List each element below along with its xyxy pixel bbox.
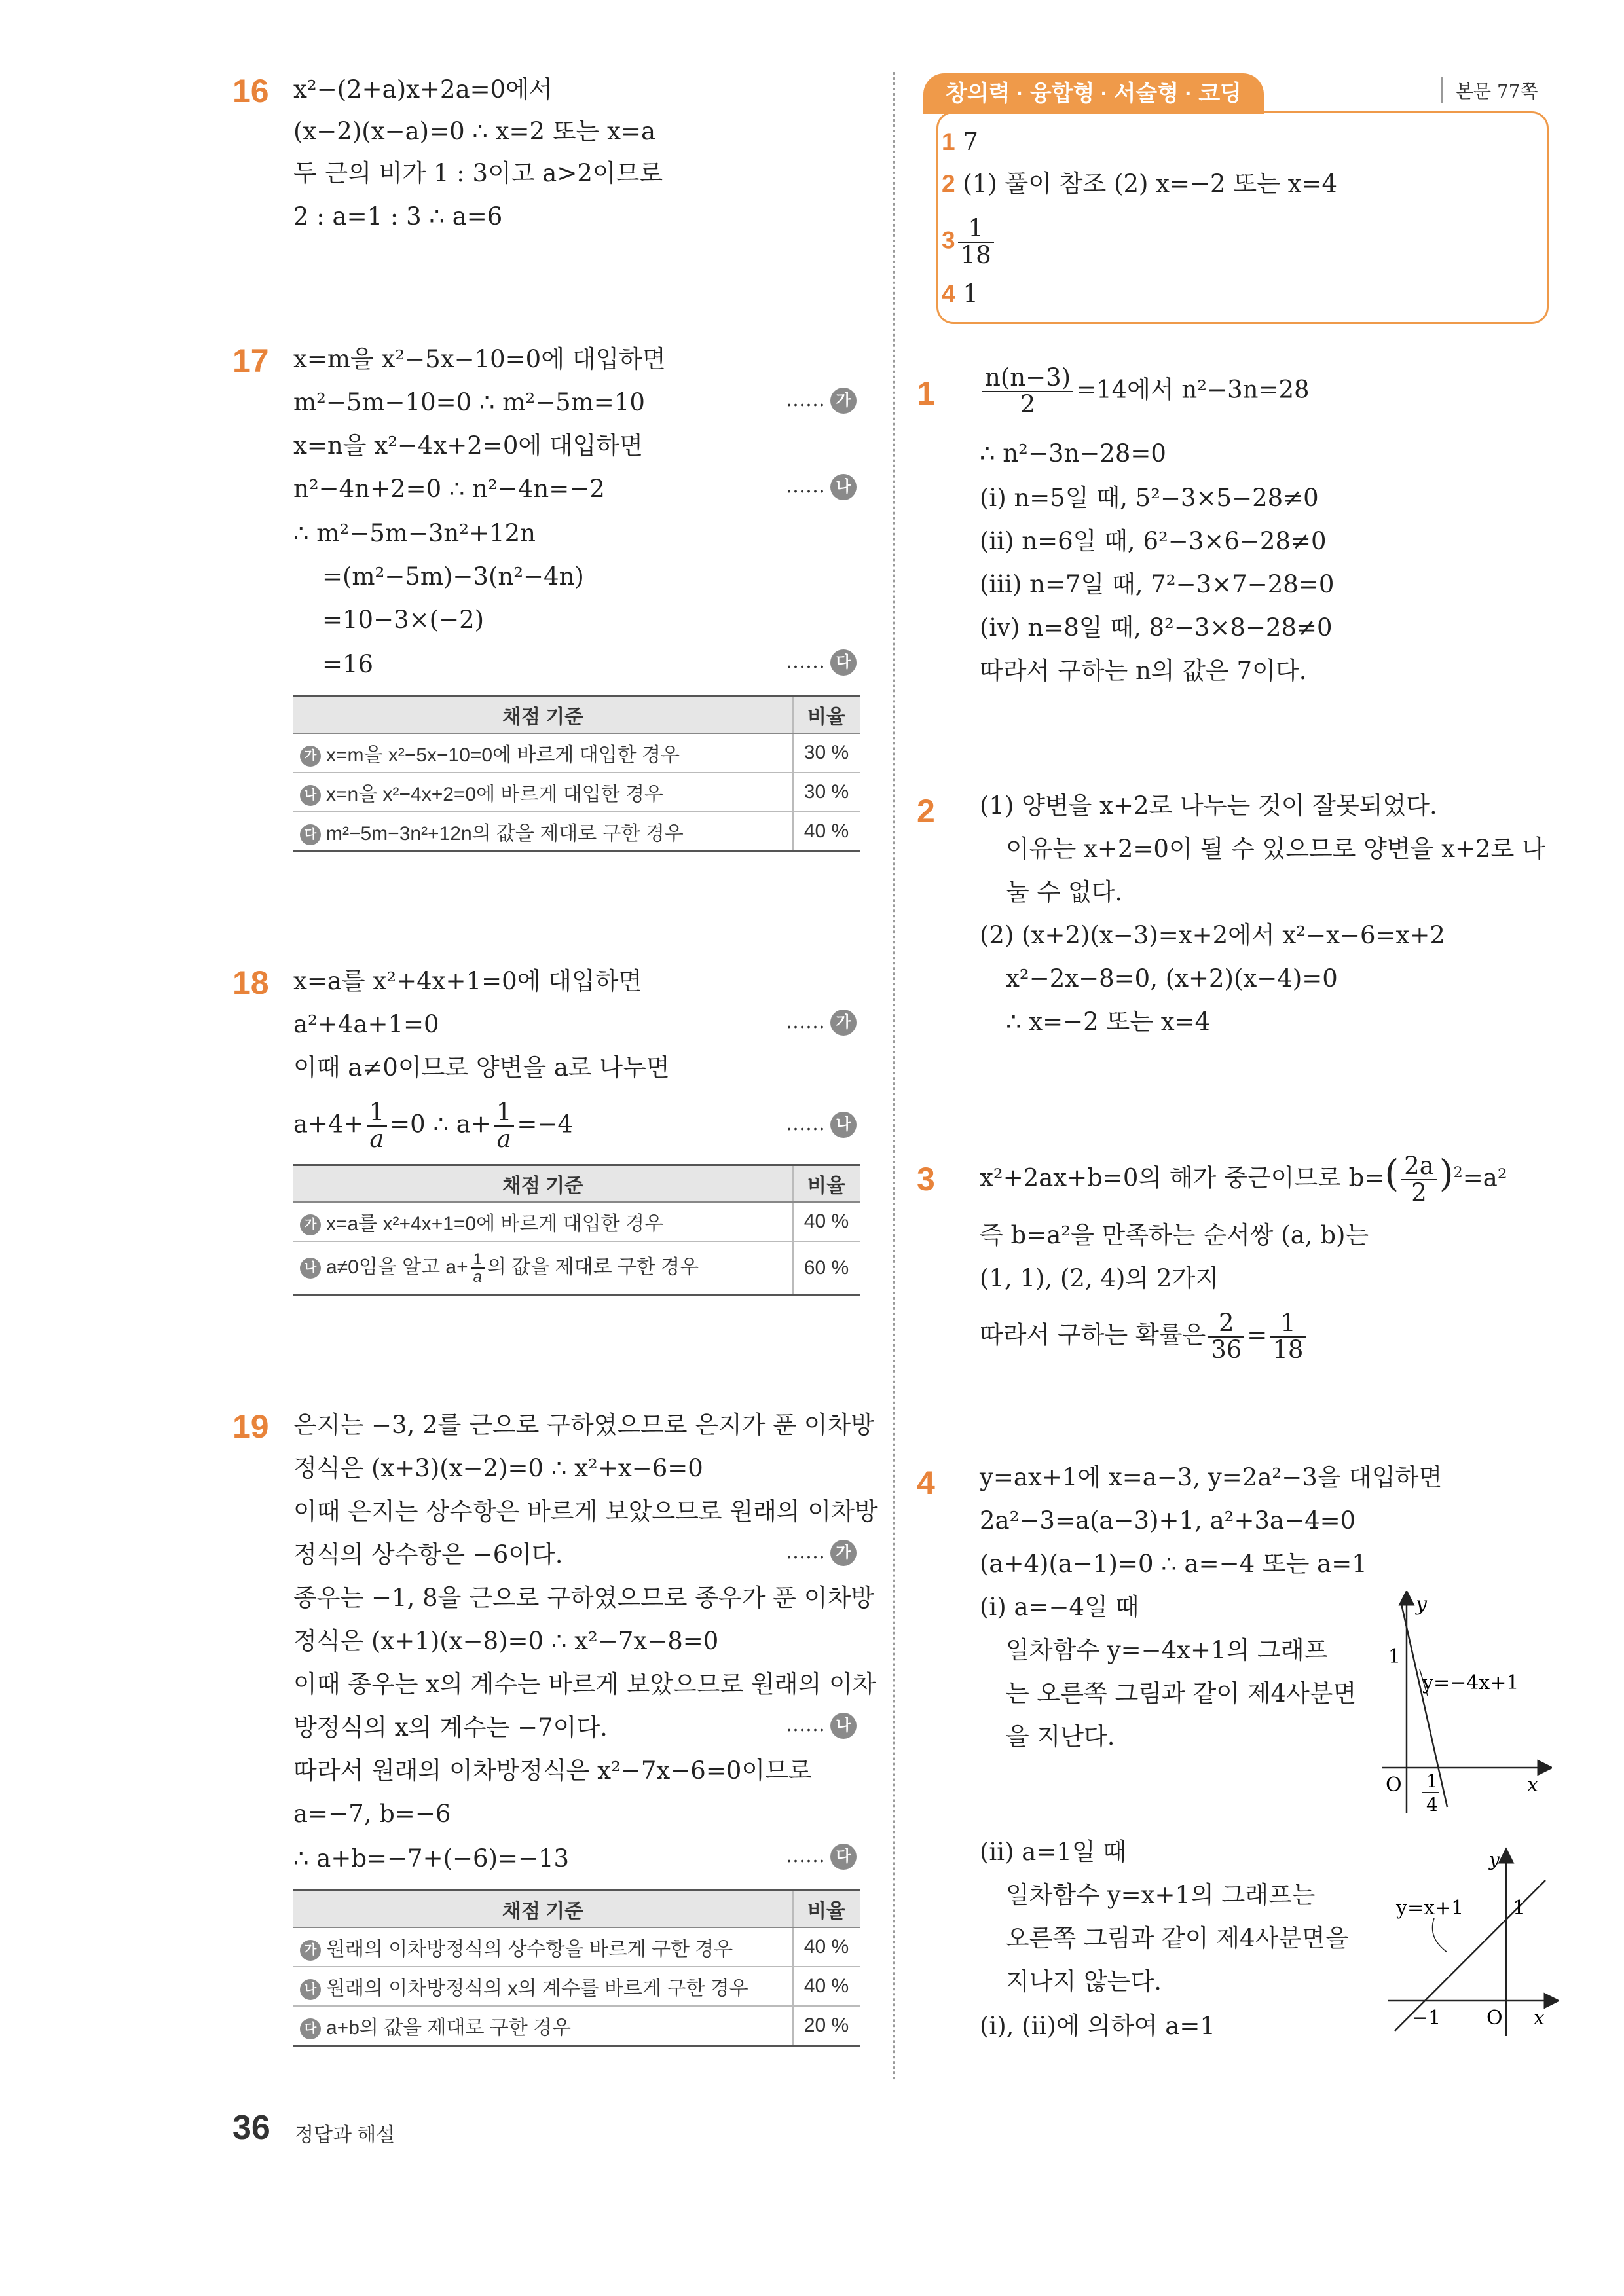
p19-line-11: ∴ a+b=−7+(−6)=−13 [293, 1844, 570, 1872]
x-intercept-numerator: 1 [1426, 1770, 1438, 1792]
p19-line-5: 종우는 −1, 8을 근으로 구하였으므로 종우가 푼 이차방 [293, 1584, 875, 1612]
y-axis-label: y [1489, 1849, 1500, 1870]
p17-line-4: n²−4n+2=0 ∴ n²−4n=−2 [293, 475, 605, 503]
p19-line-10: a=−7, b=−6 [293, 1800, 451, 1828]
fraction: $\frac{1}{18}$ [1270, 1311, 1306, 1363]
y-intercept-label: 1 [1513, 1897, 1526, 1920]
r2-line-1: (1) 양변을 x+2로 나누는 것이 잘못되었다. [980, 792, 1437, 820]
section-banner: 창의력 · 융합형 · 서술형 · 코딩 [923, 73, 1264, 114]
p17-line-8: =16 [322, 650, 374, 678]
r3-line-2: 즉 b=a²을 만족하는 순서쌍 (a, b)는 [980, 1221, 1369, 1249]
answer-3: 3 $\frac{1}{18}$ [942, 216, 997, 268]
fraction: $\frac{1}{18}$ [958, 216, 994, 268]
fraction: $\frac{n(n-3)}{2}$ [982, 365, 1073, 418]
p19-marker-na: …… 나 [786, 1713, 857, 1739]
p16-line-1: x²−(2+a)x+2a=0에서 [293, 75, 553, 103]
x-axis-label: x [1534, 2007, 1545, 2030]
p19-line-6: 정식은 (x+1)(x−8)=0 ∴ x²−7x−8=0 [293, 1627, 719, 1655]
p17-marker-na: …… 나 [786, 474, 857, 500]
origin-label: O [1386, 1774, 1402, 1796]
x-intercept-label: −1 [1412, 2007, 1441, 2030]
p19-line-8: 방정식의 x의 계수는 −7이다. [293, 1713, 608, 1741]
r1-line-1: $\frac{n(n-3)}{2}$ =14에서 n²−3n=28 [980, 365, 1310, 418]
r2-line-2: 이유는 x+2=0이 될 수 있으므로 양변을 x+2로 나 [1006, 835, 1545, 863]
r1-line-5: (ⅲ) n=7일 때, 7²−3×7−28=0 [980, 570, 1335, 598]
r4-line-2: 2a²−3=a(a−3)+1, a²+3a−4=0 [980, 1506, 1356, 1535]
table-row: 나 a≠0임을 알고 a+ $\frac{1}{a}$ 의 값을 제대로 구한 경우 60 % [293, 1241, 860, 1296]
problem-number-r4: 4 [917, 1465, 935, 1501]
y-intercept-label: 1 [1388, 1645, 1401, 1668]
table-header-criteria: 채점 기준 [293, 1165, 793, 1203]
origin-label: O [1486, 2007, 1503, 2030]
r2-line-3: 눌 수 없다. [1006, 878, 1123, 906]
badge-da: 다 [300, 824, 321, 845]
r4-line-6: 는 오른쪽 그림과 같이 제4사분면 [1006, 1679, 1357, 1707]
problem-number-18: 18 [232, 964, 269, 1001]
p18-marker-ga: …… 가 [786, 1010, 857, 1036]
r4-line-4: (ⅰ) a=−4일 때 [980, 1593, 1139, 1621]
table-row: 가 원래의 이차방정식의 상수항을 바르게 구한 경우 40 % [293, 1927, 860, 1967]
badge-da: 다 [300, 2018, 321, 2039]
p17-line-2: m²−5m−10=0 ∴ m²−5m=10 [293, 388, 645, 416]
p18-marker-na: …… 나 [786, 1112, 857, 1138]
p17-line-5: ∴ m²−5m−3n²+12n [293, 519, 536, 547]
p19-line-2: 정식은 (x+3)(x−2)=0 ∴ x²+x−6=0 [293, 1454, 703, 1482]
p18-line-3: 이때 a≠0이므로 양변을 a로 나누면 [293, 1053, 670, 1082]
table-row: 가 x=a를 x²+4x+1=0에 바르게 대입한 경우 40 % [293, 1202, 860, 1241]
badge-na: 나 [300, 785, 321, 806]
r1-line-3: (ⅰ) n=5일 때, 5²−3×5−28≠0 [980, 484, 1319, 512]
badge-na: 나 [830, 1112, 857, 1138]
r4-line-12: (ⅰ), (ⅱ)에 의하여 a=1 [980, 2012, 1215, 2040]
badge-da: 다 [830, 649, 857, 676]
p19-line-9: 따라서 원래의 이차방정식은 x²−7x−6=0이므로 [293, 1757, 812, 1785]
p17-marker-ga: …… 가 [786, 388, 857, 414]
p16-line-3: 두 근의 비가 1 : 3이고 a>2이므로 [293, 159, 663, 187]
graph-line [1401, 1604, 1447, 1807]
badge-ga: 가 [300, 1940, 321, 1961]
p18-criteria-table [293, 1164, 860, 1296]
badge-na: 나 [830, 474, 857, 500]
table-header-ratio: 비율 [793, 1165, 860, 1203]
p17-line-6: =(m²−5m)−3(n²−4n) [322, 562, 584, 591]
p18-line-4: a+4+ $\frac{1}{a}$ =0 ∴ a+ $\frac{1}{a}$ =−4 [293, 1098, 573, 1153]
badge-ga: 가 [300, 746, 321, 767]
problem-number-17: 17 [232, 342, 269, 379]
fraction: $\frac{1}{a}$ [367, 1100, 388, 1152]
p17-criteria-table [293, 695, 860, 852]
r1-line-7: 따라서 구하는 n의 값은 7이다. [980, 657, 1307, 685]
badge-na: 나 [300, 1258, 321, 1279]
table-row: 나 원래의 이차방정식의 x의 계수를 바르게 구한 경우 40 % [293, 1967, 860, 2006]
r1-line-2: ∴ n²−3n−28=0 [980, 439, 1166, 467]
table-header-ratio: 비율 [793, 697, 860, 734]
p18-line-2: a²+4a+1=0 [293, 1010, 439, 1038]
p19-line-3: 이때 은지는 상수항은 바르게 보았으므로 원래의 이차방 [293, 1497, 878, 1525]
p19-marker-da: …… 다 [786, 1844, 857, 1870]
table-header-criteria: 채점 기준 [293, 1891, 793, 1928]
badge-ga: 가 [830, 388, 857, 414]
badge-ga: 가 [830, 1010, 857, 1036]
graph-y-eq-x-plus1 [1382, 1846, 1559, 2043]
graph-y-eq-minus4x-plus1 [1375, 1591, 1552, 1820]
table-row: 가 x=m을 x²−5x−10=0에 바르게 대입한 경우 30 % [293, 733, 860, 773]
page-reference: 본문 77쪽 [1441, 77, 1538, 103]
p17-line-3: x=n을 x²−4x+2=0에 대입하면 [293, 431, 643, 460]
p16-line-2: (x−2)(x−a)=0 ∴ x=2 또는 x=a [293, 117, 656, 145]
r4-line-10: 오른쪽 그림과 같이 제4사분면을 [1006, 1924, 1349, 1952]
badge-na: 나 [830, 1713, 857, 1739]
r3-line-1: x²+2ax+b=0의 해가 중근이므로 b=( $\frac{2a}{2}$ )$^2$=a² [980, 1152, 1507, 1207]
fraction: $\frac{1}{a}$ [471, 1251, 485, 1285]
table-row: 다 m²−5m−3n²+12n의 값을 제대로 구한 경우 40 % [293, 812, 860, 852]
table-row: 다 a+b의 값을 제대로 구한 경우 20 % [293, 2006, 860, 2046]
x-axis-label: x [1527, 1774, 1538, 1796]
fraction: $\frac{1}{a}$ [494, 1100, 515, 1152]
p18-line-1: x=a를 x²+4x+1=0에 대입하면 [293, 967, 642, 995]
answer-2: 2 (1) 풀이 참조 (2) x=−2 또는 x=4 [942, 170, 1338, 198]
table-row: 나 x=n을 x²−4x+2=0에 바르게 대입한 경우 30 % [293, 773, 860, 812]
equation-label: y=−4x+1 [1422, 1671, 1519, 1694]
p19-line-1: 은지는 −3, 2를 근으로 구하였으므로 은지가 푼 이차방 [293, 1411, 875, 1439]
answer-box [936, 111, 1549, 324]
badge-da: 다 [830, 1844, 857, 1870]
answer-1: 1 7 [942, 128, 978, 156]
problem-number-16: 16 [232, 73, 269, 109]
equation-label: y=x+1 [1396, 1897, 1464, 1920]
p19-criteria-table [293, 1889, 860, 2047]
p17-marker-da: …… 다 [786, 649, 857, 676]
fraction: $\frac{2a}{2}$ [1401, 1154, 1437, 1206]
r4-line-3: (a+4)(a−1)=0 ∴ a=−4 또는 a=1 [980, 1550, 1367, 1578]
p19-line-4: 정식의 상수항은 −6이다. [293, 1540, 563, 1569]
footer-label: 정답과 해설 [295, 2124, 396, 2146]
r2-line-4: (2) (x+2)(x−3)=x+2에서 x²−x−6=x+2 [980, 921, 1445, 949]
r4-line-5: 일차함수 y=−4x+1의 그래프 [1006, 1636, 1328, 1664]
p19-line-7: 이때 종우는 x의 계수는 바르게 보았으므로 원래의 이차 [293, 1670, 876, 1698]
label-pointer [1433, 1918, 1448, 1952]
p19-marker-ga: …… 가 [786, 1540, 857, 1566]
badge-ga: 가 [300, 1214, 321, 1235]
r3-line-4: 따라서 구하는 확률은 $\frac{2}{36}$ = $\frac{1}{18}$ [980, 1311, 1308, 1363]
column-divider [893, 72, 895, 2082]
problem-number-r2: 2 [917, 793, 935, 829]
fraction: $\frac{2}{36}$ [1208, 1311, 1244, 1363]
problem-number-19: 19 [232, 1408, 269, 1445]
table-header-criteria: 채점 기준 [293, 697, 793, 734]
p16-line-4: 2 : a=1 : 3 ∴ a=6 [293, 202, 503, 230]
y-axis-label: y [1416, 1593, 1427, 1616]
badge-ga: 가 [830, 1540, 857, 1566]
problem-number-r1: 1 [917, 375, 935, 412]
r2-line-5: x²−2x−8=0, (x+2)(x−4)=0 [1006, 964, 1338, 993]
r4-line-1: y=ax+1에 x=a−3, y=2a²−3을 대입하면 [980, 1463, 1443, 1491]
p17-line-1: x=m을 x²−5x−10=0에 대입하면 [293, 345, 666, 373]
table-header-ratio: 비율 [793, 1891, 860, 1928]
answer-4: 4 1 [942, 280, 978, 308]
r1-line-6: (ⅳ) n=8일 때, 8²−3×8−28≠0 [980, 613, 1333, 642]
r1-line-4: (ⅱ) n=6일 때, 6²−3×6−28≠0 [980, 527, 1327, 555]
x-intercept-denominator: 4 [1426, 1794, 1438, 1815]
r4-line-9: 일차함수 y=x+1의 그래프는 [1006, 1881, 1316, 1909]
p17-line-7: =10−3×(−2) [322, 606, 485, 634]
r4-line-7: 을 지난다. [1006, 1722, 1115, 1751]
r2-line-6: ∴ x=−2 또는 x=4 [1006, 1008, 1211, 1036]
page-number: 36 [232, 2109, 270, 2147]
problem-number-r3: 3 [917, 1161, 935, 1197]
r4-line-8: (ⅱ) a=1일 때 [980, 1838, 1127, 1866]
r3-line-3: (1, 1), (2, 4)의 2가지 [980, 1264, 1219, 1292]
r4-line-11: 지나지 않는다. [1006, 1967, 1162, 1995]
badge-na: 나 [300, 1979, 321, 2000]
